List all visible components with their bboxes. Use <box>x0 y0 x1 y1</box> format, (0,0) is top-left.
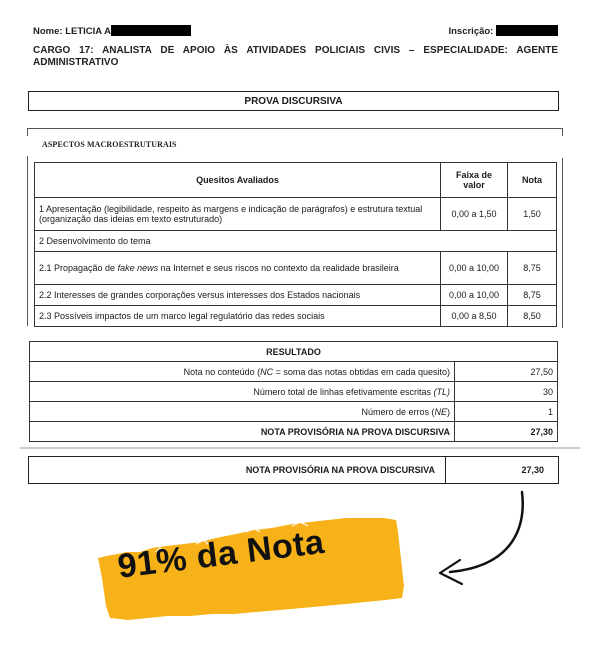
quesito-label: 2.2 Interesses de grandes corporações versus interesses dos Estados nacionais <box>35 285 441 306</box>
divider <box>20 447 580 449</box>
label-text: ) <box>447 406 450 417</box>
table-row <box>30 362 558 382</box>
resultado-value: 30 <box>455 382 558 402</box>
resultado-label: NOTA PROVISÓRIA NA PROVA DISCURSIVA <box>30 422 455 442</box>
table-row <box>35 306 557 327</box>
quesito-label: 1 Apresentação (legibilidade, respeito às margens e indicação de parágrafos) e estrutura textual (organização das ideias em texto estruturado) <box>35 198 441 231</box>
table-row <box>35 252 557 285</box>
resultado-value: 1 <box>455 402 558 422</box>
header-quesitos: Quesitos Avaliados <box>35 163 441 198</box>
quesitos-table <box>34 162 557 327</box>
label-text: na Internet e seus riscos no contexto da realidade brasileira <box>158 263 399 273</box>
table-row <box>29 457 559 484</box>
resultado-label <box>30 362 455 382</box>
resultado-table <box>29 341 558 442</box>
label-text: Número total de linhas efetivamente escritas <box>253 386 434 397</box>
quesito-label: 2 Desenvolvimento do tema <box>35 231 557 252</box>
label-text: Nota no conteúdo ( <box>183 366 261 377</box>
label-text: 2.1 Propagação de <box>39 263 118 273</box>
aspectos-title: ASPECTOS MACROESTRUTURAIS <box>42 140 177 149</box>
table-row <box>35 231 557 252</box>
resultado-label <box>30 382 455 402</box>
quesito-faixa: 0,00 a 10,00 <box>441 285 508 306</box>
inscricao-label: Inscrição: <box>448 26 494 37</box>
table-row <box>35 198 557 231</box>
final-score-table <box>28 456 559 484</box>
cargo-line-1: CARGO 17: ANALISTA DE APOIO ÀS ATIVIDADES POLICIAIS CIVIS – ESPECIALIDADE: AGENTE <box>33 45 558 56</box>
final-label: NOTA PROVISÓRIA NA PROVA DISCURSIVA <box>29 457 446 484</box>
label-italic: fake news <box>117 263 159 273</box>
label-text: Número de erros ( <box>361 406 435 417</box>
quesito-nota: 1,50 <box>508 198 557 231</box>
label-text: = soma das notas obtidas em cada quesito) <box>273 366 450 377</box>
quesito-faixa: 0,00 a 1,50 <box>441 198 508 231</box>
cargo-line-2: ADMINISTRATIVO <box>33 57 119 68</box>
resultado-label <box>30 402 455 422</box>
resultado-value: 27,50 <box>455 362 558 382</box>
redacted-name <box>111 25 191 36</box>
header-faixa: Faixa de valor <box>441 163 508 198</box>
quesito-nota: 8,75 <box>508 252 557 285</box>
label-italic: (TL) <box>433 386 450 397</box>
quesito-nota: 8,50 <box>508 306 557 327</box>
quesito-label <box>35 252 441 285</box>
table-row <box>35 285 557 306</box>
resultado-value: 27,30 <box>455 422 558 442</box>
header-row <box>33 25 558 37</box>
quesito-faixa: 0,00 a 10,00 <box>441 252 508 285</box>
quesito-label: 2.3 Possíveis impactos de um marco legal regulatório das redes sociais <box>35 306 441 327</box>
section-title: PROVA DISCURSIVA <box>28 91 559 111</box>
header-nota: Nota <box>508 163 557 198</box>
final-value: 27,30 <box>446 457 559 484</box>
curved-arrow-icon <box>430 486 540 596</box>
nome-label: Nome: LETICIA A <box>33 26 111 37</box>
badge-text: 91% da Nota <box>115 522 327 586</box>
label-italic: NC <box>260 366 274 377</box>
label-italic: NE <box>434 406 447 417</box>
resultado-title: RESULTADO <box>30 342 558 362</box>
redacted-inscricao <box>496 25 558 36</box>
inscricao <box>448 25 558 37</box>
table-row <box>30 402 558 422</box>
quesito-nota: 8,75 <box>508 285 557 306</box>
table-header-row <box>35 163 557 198</box>
quesito-faixa: 0,00 a 8,50 <box>441 306 508 327</box>
table-row <box>30 382 558 402</box>
table-row <box>30 422 558 442</box>
